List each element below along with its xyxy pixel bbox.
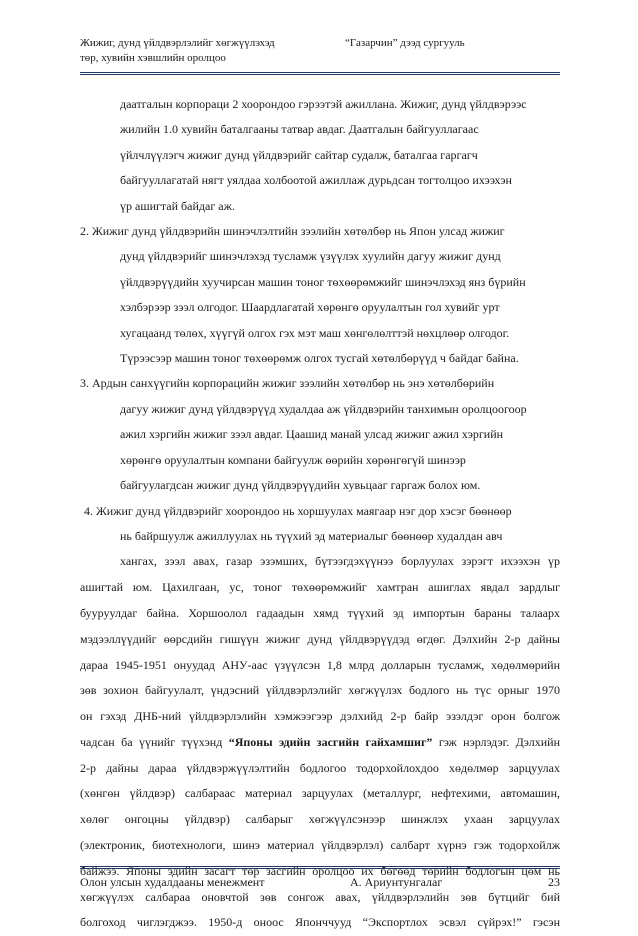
list-item-2: 2. Жижиг дунд үйлдвэрийн шинэчлэлтийн зээлийн хөтөлбөр нь Япон улсад жижиг (80, 224, 505, 239)
text-line: дунд үйлдвэрийг шинэчлэхэд тусламж үзүүлэх хуулийн дагуу жижиг дунд (120, 249, 501, 264)
header-title-line2: төр, хувийн хэвшлийн оролцоо (80, 52, 226, 64)
header-left (80, 36, 340, 66)
text-line: хөгжүүлэх салбараа оновчтой зөв сонгож авах, үйлдвэрлэлийн зөв бүтцийг бий (80, 889, 560, 904)
text-segment: чадсан ба үүнийг түүхэнд (80, 734, 229, 749)
text-line: Түрээсээр машин тоног төхөөрөмж олгох тусгай хөтөлбөрүүд ч байдаг байна. (120, 351, 519, 366)
text-line-with-bold (80, 730, 560, 756)
bold-phrase: “Японы эдийн засгийн гайхамшиг” (228, 734, 433, 749)
text-line: байгуулагдсан жижиг дунд үйлдвэрүүдийн хувьцааг гаргаж болох юм. (120, 478, 481, 493)
header-title-line1: Жижиг, дунд үйлдвэрлэлийг хөгжүүлэхэд (80, 37, 275, 49)
text-line: ашигтай юм. Цахилгаан, ус, тоног төхөөрөмжийг хамтран ашиглах явдал зардлыг (80, 580, 560, 595)
header-divider (80, 72, 560, 75)
text-line: хугацаанд төлөх, хүүгүй олгох гэх мэт маш хөнгөлөлттэй нөхцлөөр олгодог. (120, 325, 510, 340)
page-number: 23 (548, 875, 560, 889)
text-line: 2-р дайны дараа үйлдвэржүүлэлтийн бодлогоо тодорхойлохдоо хөдөлмөр зарцуулах (80, 760, 560, 775)
text-line: үр ашигтай байдаг аж. (120, 198, 235, 213)
text-line: (хөнгөн үйлдвэр) салбараас материал зарцуулах (металлург, нефтехими, автомашин, (80, 786, 560, 801)
text-line: даатгалын корпораци 2 хоорондоо гэрээтэй ажиллана. Жижиг, дунд үйлдвэрээс (120, 97, 527, 111)
text-line: нь байршуулж ажиллуулах нь түүхий эд материалыг бөөнөөр худалдан авч (120, 528, 503, 543)
text-line: болгоход чиглэгджээ. 1950-д оноос Японччууд “Экспортлох эсвэл сүйрэх!” гэсэн (80, 915, 560, 930)
text-line: дагуу жижиг дунд үйлдвэрүүд худалдаа аж үйлдвэрийн танхимын оролцоогоор (120, 401, 527, 416)
text-line: байгууллагатай нягт уялдаа холбоотой ажиллаж дурьдсан тогтолцоо ихээхэн (120, 173, 512, 188)
text-line: үйлдвэрүүдийн хуучирсан машин тоног төхөөрөмжийг шинэчлэхэд янз бүрийн (120, 274, 526, 289)
page-body (80, 92, 560, 936)
text-line: хөрөнгө оруулалтын компани байгуулж өөрийн хөрөнгөгүй шинээр (120, 452, 466, 467)
text-line: бууруулдаг байна. Хоршоолол гадаадын хямд түүхий эд импортын бараны талаарх (80, 605, 560, 620)
text-line: он гэхэд ДНБ-ний үйлдвэрлэлийн хэмжээгээр дэлхийд 2-р байр эзэлдэг орон болгож (80, 709, 560, 724)
text-line: дараа 1945-1951 онуудад АНУ-аас үзүүлсэн 1,8 млрд долларын тусламж, хөдөлмөрийн (80, 657, 560, 672)
text-line: үйлчлүүлэгч жижиг дунд үйлдвэрийг сайтар судалж, баталгаа гаргагч (120, 147, 478, 162)
text-line: зөв зохион байгуулалт, үндэсний үйлдвэрлэлийг хөгжүүлэх бодлого нь түс орныг 1970 (80, 683, 560, 698)
text-line: хангах, зээл авах, газар эзэмших, бүтээгдэхүүнээ борлуулах зэрэгт ихээхэн үр (120, 554, 560, 569)
text-line: байжээ. Японы эдийн засагт төр засгийн оролцоо их бөгөөд төрийн бодлогын цөм нь (80, 863, 560, 878)
text-line: мэдээллүүдийг өөрсдийн гишүүн жижиг дунд үйлдвэрүүдэд өгдөг. Дэлхийн 2-р дайны (80, 631, 560, 646)
list-item-3: 3. Ардын санхүүгийн корпорацийн жижиг зээлийн хөтөлбөр нь энэ хөтөлбөрийн (80, 376, 495, 391)
header-school: “Газарчин” дээд сургууль (345, 37, 465, 49)
footer-author: А. Ариунтунгалаг (350, 875, 443, 889)
text-line: (электроник, биотехнологи, шинэ материал үйлдвэрлэл) салбарт хүрнэ гэж тодорхойлж (80, 838, 560, 853)
footer-divider (80, 866, 560, 869)
text-line: хэлбэрээр зээл олгодог. Шаардлагатай хөрөнгө оруулалтын гол хувийг урт (120, 300, 500, 315)
text-line: хөлөг онгоцны үйлдвэр) салбарыг хөгжүүлсэнээр шинжлэх ухаан зарцуулах (80, 812, 560, 827)
list-item-4: 4. Жижиг дунд үйлдвэрийг хоорондоо нь хоршуулах маягаар нэг дор хэсэг бөөнөөр (84, 503, 512, 518)
text-segment: гэж нэрлэдэг. Дэлхийн (432, 734, 560, 749)
text-line: ажил хэргийн жижиг зээл авдаг. Цаашид манай улсад жижиг ажил хэргийн (120, 427, 504, 442)
text-line: жилийн 1.0 хувийн баталгааны татвар авдаг. Даатгалын байгууллагаас (120, 122, 479, 137)
footer-course: Олон улсын худалдааны менежмент (80, 875, 265, 889)
